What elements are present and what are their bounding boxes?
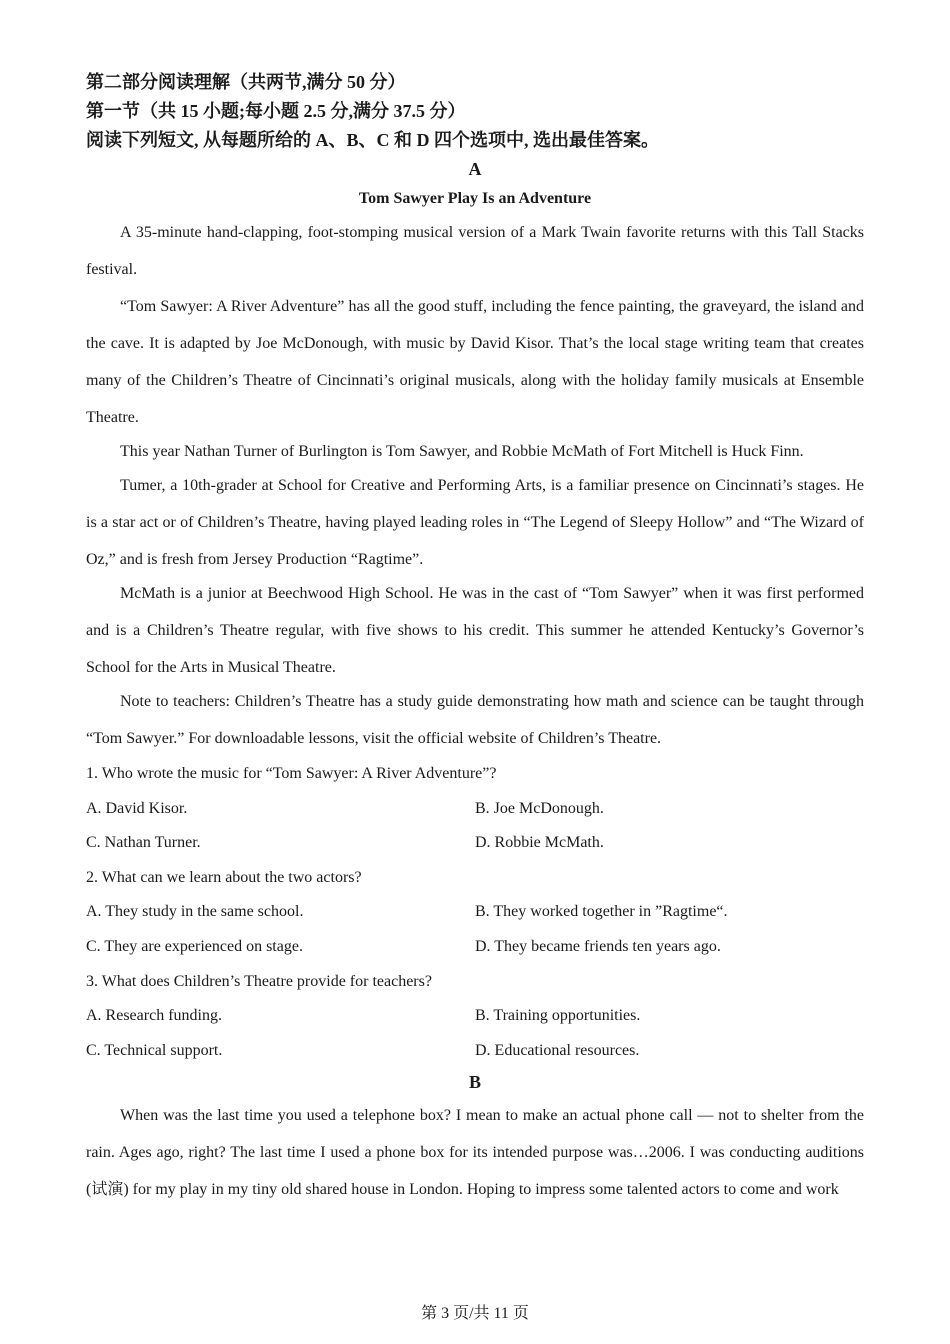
- passage-a-label: A: [468, 159, 482, 179]
- part-title: 第二部分阅读理解（共两节,满分 50 分）: [86, 72, 406, 92]
- passage-a-paragraph: This year Nathan Turner of Burlington is Tom Sawyer, and Robbie McMath of Fort Mitchell is Huck Finn.: [120, 443, 804, 460]
- question-1-options-row: [86, 792, 864, 827]
- question-1-options-row: [86, 826, 864, 861]
- question-2-stem: 2. What can we learn about the two actors?: [86, 868, 362, 886]
- question-3-option-d[interactable]: D. Educational resources.: [475, 1041, 640, 1059]
- instructions: 阅读下列短文, 从每题所给的 A、B、C 和 D 四个选项中, 选出最佳答案。: [86, 130, 659, 150]
- exam-page: [86, 68, 864, 1208]
- question-2-options-row: [86, 895, 864, 930]
- question-2-option-d[interactable]: D. They became friends ten years ago.: [475, 937, 721, 955]
- question-2-option-c[interactable]: C. They are experienced on stage.: [86, 937, 303, 955]
- question-1-option-a[interactable]: A. David Kisor.: [86, 799, 188, 817]
- question-3-options-row: [86, 1034, 864, 1069]
- question-2-option-a[interactable]: A. They study in the same school.: [86, 903, 304, 921]
- passage-b-paragraph: When was the last time you used a telephone box? I mean to make an actual phone call — not to shelter from the rain. Ages ago, right? The last time I used a phone box for its intended purpose was…2006. I was conducting auditions (试演) for my play in my tiny old shared house in London. Hoping to impress some talented actors to come and work: [86, 1107, 864, 1199]
- page-number: 第 3 页/共 11 页: [421, 1305, 529, 1322]
- question-1-option-c[interactable]: C. Nathan Turner.: [86, 834, 201, 852]
- passage-a-paragraph: A 35-minute hand-clapping, foot-stomping musical version of a Mark Twain favorite returns with this Tall Stacks festival.: [86, 224, 864, 278]
- question-1-option-d[interactable]: D. Robbie McMath.: [475, 834, 604, 852]
- passage-a-paragraph: Note to teachers: Children’s Theatre has a study guide demonstrating how math and science can be taught through “Tom Sawyer.” For downloadable lessons, visit the official website of Children’s Theatre.: [86, 693, 864, 747]
- question-2-options-row: [86, 930, 864, 965]
- passage-a-title: Tom Sawyer Play Is an Adventure: [358, 190, 592, 207]
- question-2-option-b[interactable]: B. They worked together in ”Ragtime“.: [475, 903, 728, 921]
- passage-a-paragraph: McMath is a junior at Beechwood High School. He was in the cast of “Tom Sawyer” when it was first performed and is a Children’s Theatre regular, with five shows to his credit. This summer he attended Kentucky’s Governor’s School for the Arts in Musical Theatre.: [86, 585, 864, 676]
- question-3-stem: 3. What does Children’s Theatre provide for teachers?: [86, 972, 432, 990]
- passage-b-label: B: [468, 1072, 481, 1093]
- question-3-options-row: [86, 999, 864, 1034]
- section-title: 第一节（共 15 小题;每小题 2.5 分,满分 37.5 分）: [86, 101, 466, 121]
- question-3-option-b[interactable]: B. Training opportunities.: [475, 1007, 641, 1025]
- question-3-option-a[interactable]: A. Research funding.: [86, 1007, 222, 1025]
- passage-a-paragraph: “Tom Sawyer: A River Adventure” has all the good stuff, including the fence painting, the graveyard, the island and the cave. It is adapted by Joe McDonough, with music by David Kisor. That’s the local stage writing team that creates many of the Children’s Theatre of Cincinnati’s original musicals, along with the holiday family musicals at Ensemble Theatre.: [86, 298, 864, 426]
- question-1-option-b[interactable]: B. Joe McDonough.: [475, 799, 604, 817]
- question-3-option-c[interactable]: C. Technical support.: [86, 1041, 223, 1059]
- question-1-stem: 1. Who wrote the music for “Tom Sawyer: A River Adventure”?: [86, 765, 497, 782]
- passage-a-paragraph: Tumer, a 10th-grader at School for Creative and Performing Arts, is a familiar presence on Cincinnati’s stages. He is a star act or of Children’s Theatre, having played leading roles in “The Legend of Sleepy Hollow” and “The Wizard of Oz,” and is fresh from Jersey Production “Ragtime”.: [86, 477, 864, 568]
